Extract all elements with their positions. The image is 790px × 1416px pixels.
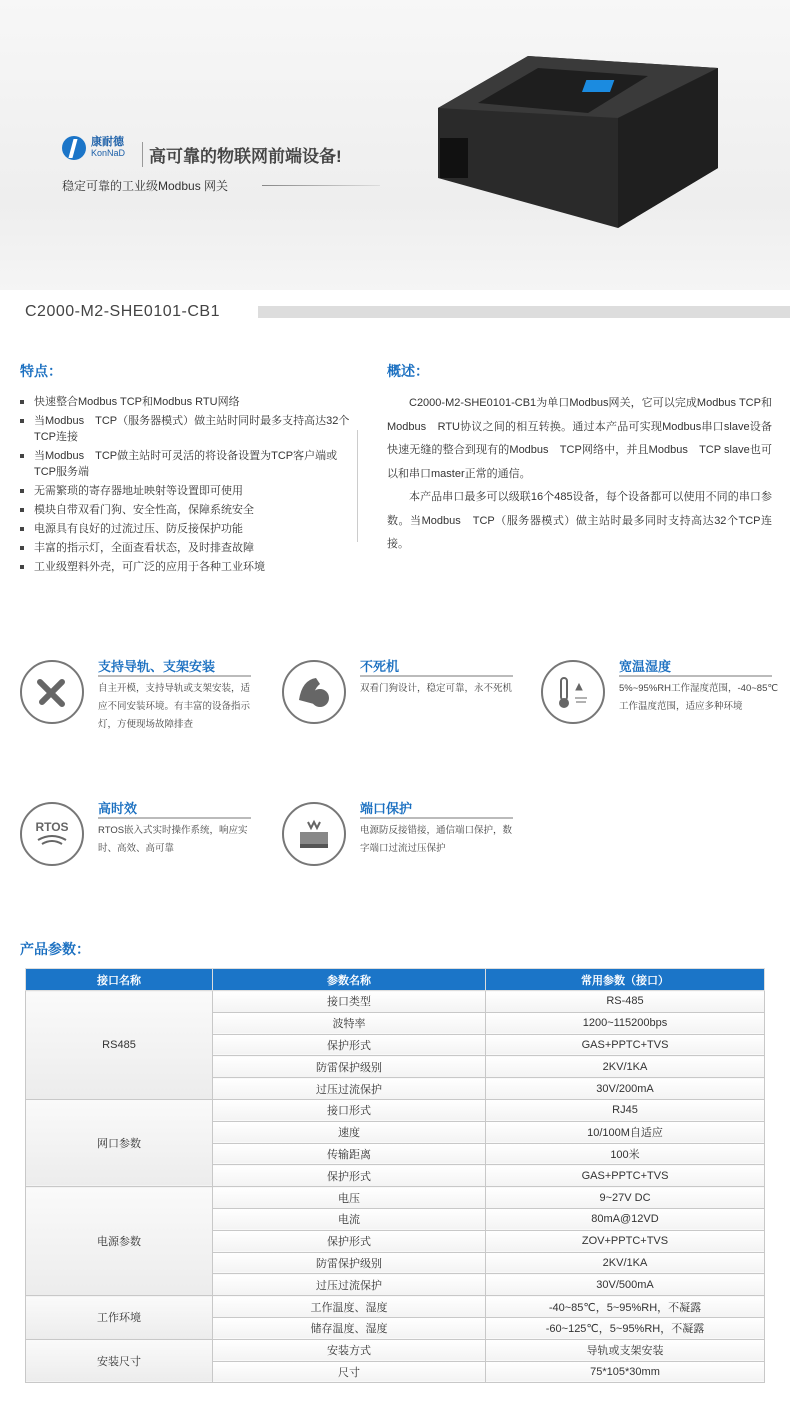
product-image bbox=[418, 48, 718, 228]
group-cell: 电源参数 bbox=[26, 1187, 213, 1296]
title-bar bbox=[258, 306, 790, 318]
benefit-desc: 双看门狗设计，稳定可靠，永不死机 bbox=[360, 683, 513, 694]
benefit-desc: 自主开模，支持导轨或支架安装，适应不同安装环境。有丰富的设备指示灯，方便现场故障排查 bbox=[98, 683, 251, 730]
param-name: 电流 bbox=[213, 1208, 486, 1230]
group-cell: RS485 bbox=[26, 991, 213, 1100]
benefit-desc: 电源防反接错接，通信端口保护，数字端口过流过压保护 bbox=[360, 825, 513, 854]
param-name: 工作温度、湿度 bbox=[213, 1296, 486, 1318]
param-name: 电压 bbox=[213, 1187, 486, 1209]
param-value: RJ45 bbox=[486, 1099, 765, 1121]
param-name: 传输距离 bbox=[213, 1143, 486, 1165]
list-item: 当Modbus TCP做主站时可灵活的将设备设置为TCP客户端或TCP服务端 bbox=[20, 448, 350, 480]
list-item: 当Modbus TCP（服务器模式）做主站时同时最多支持高达32个TCP连接 bbox=[20, 413, 350, 445]
benefit-title: 端口保护 bbox=[360, 801, 413, 816]
table-row bbox=[26, 991, 765, 1013]
tools-icon bbox=[20, 660, 84, 724]
thermometer-icon bbox=[541, 660, 605, 724]
param-name: 过压过流保护 bbox=[213, 1078, 486, 1100]
param-value: RS-485 bbox=[486, 991, 765, 1013]
param-name: 接口类型 bbox=[213, 991, 486, 1013]
list-item: 工业级塑料外壳，可广泛的应用于各种工业环境 bbox=[20, 559, 350, 575]
brand-logo bbox=[62, 136, 125, 160]
divider bbox=[357, 430, 358, 542]
param-value: GAS+PPTC+TVS bbox=[486, 1165, 765, 1187]
brand-cn: 康耐德 bbox=[91, 136, 124, 148]
watchdog-icon bbox=[282, 660, 346, 724]
param-name: 速度 bbox=[213, 1121, 486, 1143]
features-list bbox=[20, 394, 350, 578]
param-name: 防雷保护级别 bbox=[213, 1056, 486, 1078]
param-value: 导轨或支架安装 bbox=[486, 1339, 765, 1361]
features-heading: 特点： bbox=[20, 363, 62, 379]
group-cell: 工作环境 bbox=[26, 1296, 213, 1340]
table-row bbox=[26, 1339, 765, 1361]
param-value: 2KV/1KA bbox=[486, 1252, 765, 1274]
param-value: 100米 bbox=[486, 1143, 765, 1165]
model-title: C2000-M2-SHE0101-CB1 bbox=[25, 303, 220, 320]
list-item: 快速整合Modbus TCP和Modbus RTU网络 bbox=[20, 394, 350, 410]
group-cell: 安装尺寸 bbox=[26, 1339, 213, 1383]
param-name: 尺寸 bbox=[213, 1361, 486, 1383]
param-value: 2KV/1KA bbox=[486, 1056, 765, 1078]
param-name: 保护形式 bbox=[213, 1230, 486, 1252]
paragraph: C2000-M2-SHE0101-CB1为单口Modbus网关，它可以完成Modbus TCP和Modbus RTU协议之间的相互转换。通过本产品可实现Modbus串口slave设备快速无缝的整合到现有的Modbus TCP网络中，并且Modbus TCP slave也可以和串口master正常的通信。 bbox=[387, 397, 772, 480]
param-name: 波特率 bbox=[213, 1012, 486, 1034]
list-item: 电源具有良好的过流过压、防反接保护功能 bbox=[20, 521, 350, 537]
param-name: 安装方式 bbox=[213, 1339, 486, 1361]
group-cell: 网口参数 bbox=[26, 1099, 213, 1186]
param-value: 1200~115200bps bbox=[486, 1012, 765, 1034]
benefit-title: 宽温湿度 bbox=[619, 659, 672, 674]
param-value: 30V/500mA bbox=[486, 1274, 765, 1296]
list-item: 丰富的指示灯，全面查看状态，及时排查故障 bbox=[20, 540, 350, 556]
param-value: 9~27V DC bbox=[486, 1187, 765, 1209]
table-row bbox=[26, 1187, 765, 1209]
param-name: 接口形式 bbox=[213, 1099, 486, 1121]
list-item: 无需繁琐的寄存器地址映射等设置即可使用 bbox=[20, 483, 350, 499]
decorative-line bbox=[262, 185, 380, 186]
param-value: -60~125℃，5~95%RH，不凝露 bbox=[486, 1317, 765, 1339]
list-item: 模块自带双看门狗、安全性高，保障系统安全 bbox=[20, 502, 350, 518]
param-value: ZOV+PPTC+TVS bbox=[486, 1230, 765, 1252]
brand-en: KonNaD bbox=[91, 148, 126, 158]
benefit-desc: 5%~95%RH工作湿度范围，-40~85℃工作温度范围，适应多种环境 bbox=[619, 683, 779, 712]
param-name: 保护形式 bbox=[213, 1034, 486, 1056]
logo-icon bbox=[62, 136, 86, 160]
overview-text bbox=[387, 392, 772, 557]
column-header: 常用参数（接口） bbox=[486, 969, 765, 991]
params-heading: 产品参数： bbox=[20, 941, 90, 957]
params-table bbox=[25, 968, 765, 1383]
param-value: 75*105*30mm bbox=[486, 1361, 765, 1383]
hero-subtitle: 稳定可靠的工业级Modbus 网关 bbox=[62, 179, 229, 193]
table-row bbox=[26, 1099, 765, 1121]
param-name: 过压过流保护 bbox=[213, 1274, 486, 1296]
paragraph: 本产品串口最多可以级联16个485设备，每个设备都可以使用不同的串口参数。当Modbus TCP（服务器模式）做主站时最多同时支持高达32个TCP连接。 bbox=[387, 491, 772, 550]
param-value: 80mA@12VD bbox=[486, 1208, 765, 1230]
param-name: 防雷保护级别 bbox=[213, 1252, 486, 1274]
benefit-desc: RTOS嵌入式实时操作系统，响应实时、高效、高可靠 bbox=[98, 825, 248, 854]
param-value: 30V/200mA bbox=[486, 1078, 765, 1100]
overview-heading: 概述： bbox=[387, 363, 429, 379]
benefit-title: 高时效 bbox=[98, 801, 138, 816]
param-value: GAS+PPTC+TVS bbox=[486, 1034, 765, 1056]
port-protection-icon bbox=[282, 802, 346, 866]
column-header: 参数名称 bbox=[213, 969, 486, 991]
param-name: 保护形式 bbox=[213, 1165, 486, 1187]
column-header: 接口名称 bbox=[26, 969, 213, 991]
slogan: 高可靠的物联网前端设备! bbox=[142, 142, 342, 167]
benefit-title: 支持导轨、支架安装 bbox=[98, 659, 216, 674]
rtos-icon: RTOS bbox=[20, 802, 84, 866]
param-name: 储存温度、湿度 bbox=[213, 1317, 486, 1339]
benefit-title: 不死机 bbox=[360, 659, 400, 674]
param-value: 10/100M自适应 bbox=[486, 1121, 765, 1143]
param-value: -40~85℃，5~95%RH，不凝露 bbox=[486, 1296, 765, 1318]
table-row bbox=[26, 1296, 765, 1318]
